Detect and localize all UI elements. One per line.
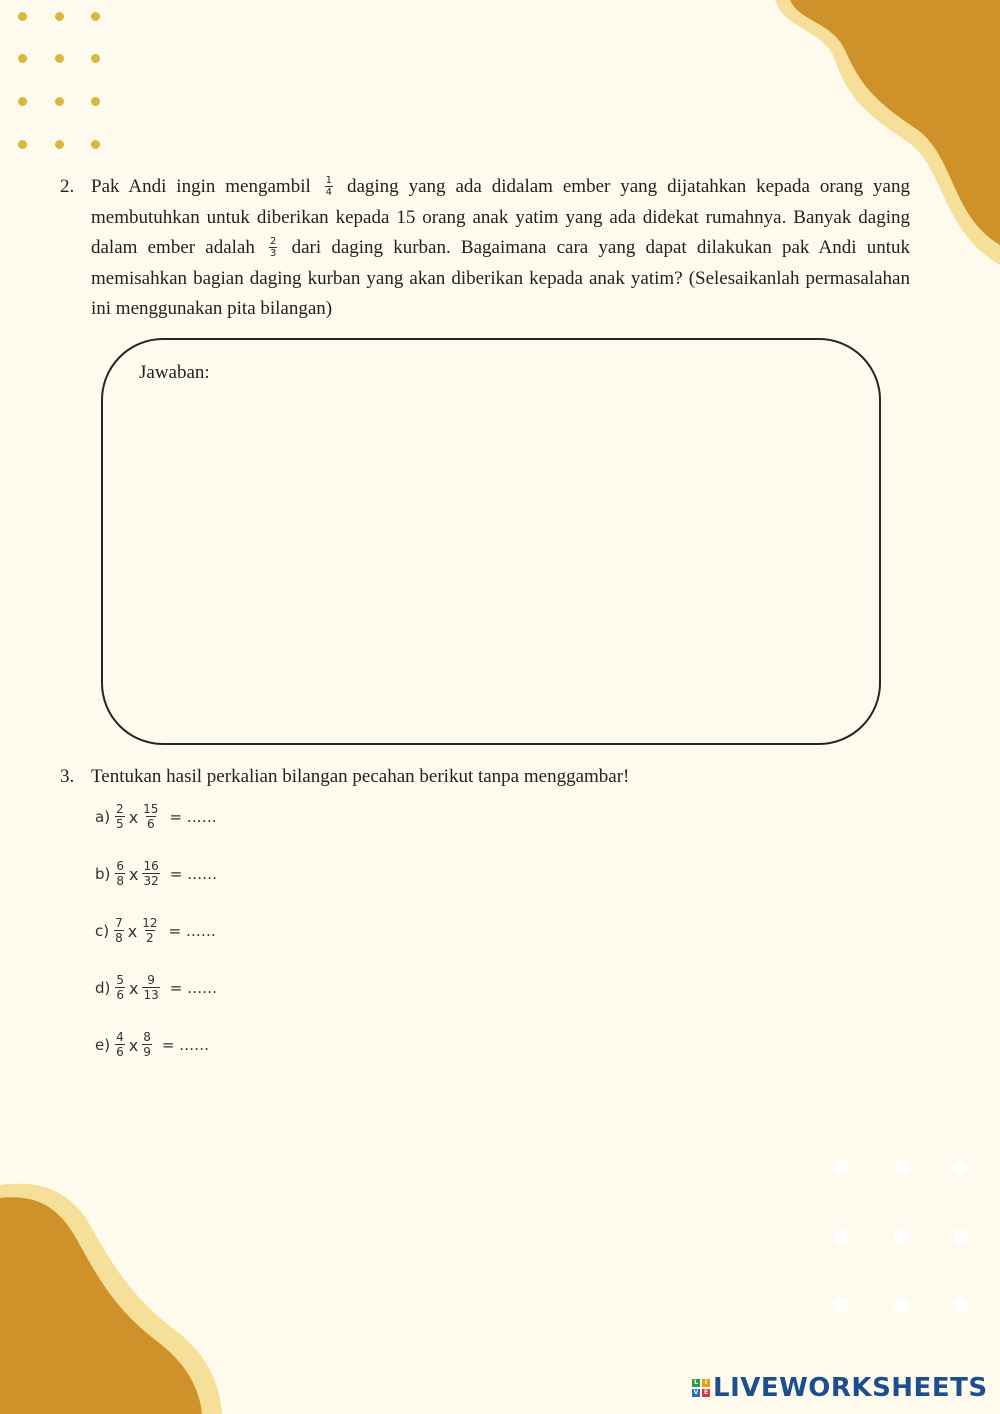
- question-title: Tentukan hasil perkalian bilangan pecahan berikut tanpa menggambar!: [91, 766, 630, 787]
- fraction-denominator: 6: [116, 987, 125, 1002]
- fraction-denominator: 2: [146, 930, 154, 945]
- exercise-item-c[interactable]: [95, 911, 216, 951]
- answer-blank[interactable]: = ……: [169, 808, 217, 826]
- question-number: 2.: [60, 176, 75, 197]
- fraction: [269, 236, 277, 259]
- question-text-part: daging yang ada didalam ember yang dijatahkan kepada orang yang membutuhkan untuk diberikan kepada 15 orang anak yatim yang ada didekat rumahnya. Banyak daging dalam ember adalah: [91, 176, 910, 258]
- fraction-denominator: 4: [325, 187, 333, 199]
- item-label: c): [95, 922, 110, 940]
- question-number: 3.: [60, 766, 75, 787]
- fraction-numerator: 7: [115, 915, 123, 930]
- fraction-numerator: 16: [143, 858, 159, 873]
- fraction-numerator: 12: [142, 915, 158, 930]
- corner-blob-bottom-left: [0, 1180, 225, 1414]
- multiply-sign: x: [129, 864, 139, 884]
- multiply-sign: x: [128, 807, 139, 827]
- fraction: [142, 859, 159, 888]
- item-label: d): [95, 979, 111, 997]
- question-2: [60, 172, 910, 325]
- fraction-denominator: 32: [143, 873, 159, 888]
- item-label: b): [95, 865, 111, 883]
- liveworksheets-logo[interactable]: [692, 1373, 988, 1403]
- fraction-denominator: 6: [146, 816, 155, 831]
- fraction: [115, 1030, 125, 1059]
- answer-blank[interactable]: = ……: [169, 979, 218, 997]
- answer-label: Jawaban:: [139, 362, 210, 383]
- fraction-denominator: 9: [143, 1044, 151, 1059]
- answer-blank[interactable]: = ……: [169, 865, 218, 883]
- logo-letter: V: [693, 1389, 699, 1396]
- logo-letter: E: [703, 1389, 709, 1396]
- fraction-numerator: 6: [116, 858, 125, 873]
- fraction-denominator: 5: [116, 816, 124, 831]
- multiply-sign: x: [128, 1035, 139, 1055]
- exercise-item-d[interactable]: [95, 968, 217, 1008]
- fraction-denominator: 8: [115, 930, 123, 945]
- fraction: [114, 916, 124, 945]
- fraction-numerator: 4: [116, 1029, 124, 1044]
- fraction-numerator: 9: [147, 972, 155, 987]
- fraction: [142, 973, 159, 1002]
- item-label: e): [95, 1036, 111, 1054]
- item-label: a): [95, 808, 111, 826]
- fraction-numerator: 5: [116, 972, 125, 987]
- fraction: [115, 973, 125, 1002]
- fraction: [115, 802, 125, 831]
- question-text: [91, 172, 910, 325]
- logo-letter: L: [692, 1379, 700, 1387]
- fraction-numerator: 8: [143, 1029, 151, 1044]
- brand-name: LIVEWORKSHEETS: [713, 1373, 988, 1403]
- exercise-item-e[interactable]: [95, 1025, 209, 1065]
- question-3: [60, 766, 629, 788]
- fraction-numerator: 1: [325, 175, 333, 187]
- answer-blank[interactable]: = ……: [161, 1036, 210, 1054]
- fraction-denominator: 13: [143, 987, 159, 1002]
- logo-icon: [692, 1379, 710, 1397]
- answer-blank[interactable]: = ……: [168, 922, 216, 940]
- multiply-sign: x: [129, 978, 139, 998]
- fraction: [142, 1030, 152, 1059]
- fraction: [141, 916, 158, 945]
- answer-box[interactable]: [101, 338, 881, 745]
- fraction: [115, 859, 125, 888]
- question-text-part: Pak Andi ingin mengambil: [91, 176, 311, 197]
- fraction-numerator: 2: [270, 236, 277, 248]
- fraction-denominator: 6: [116, 1044, 124, 1059]
- fraction-denominator: 3: [270, 248, 277, 260]
- exercise-item-b[interactable]: [95, 854, 217, 894]
- exercise-item-a[interactable]: [95, 797, 217, 837]
- fraction-denominator: 8: [116, 873, 125, 888]
- fraction: [142, 802, 159, 831]
- logo-letter: I: [702, 1379, 710, 1387]
- fraction: [325, 175, 333, 198]
- fraction-numerator: 15: [143, 801, 159, 816]
- question-text-part: dari daging kurban. Bagaimana cara yang dapat dilakukan pak Andi untuk memisahkan bagian daging kurban yang akan diberikan kepada anak yatim? (Selesaikanlah permasalahan ini menggunakan pita bilangan): [91, 237, 910, 319]
- multiply-sign: x: [127, 921, 138, 941]
- fraction-numerator: 2: [116, 801, 124, 816]
